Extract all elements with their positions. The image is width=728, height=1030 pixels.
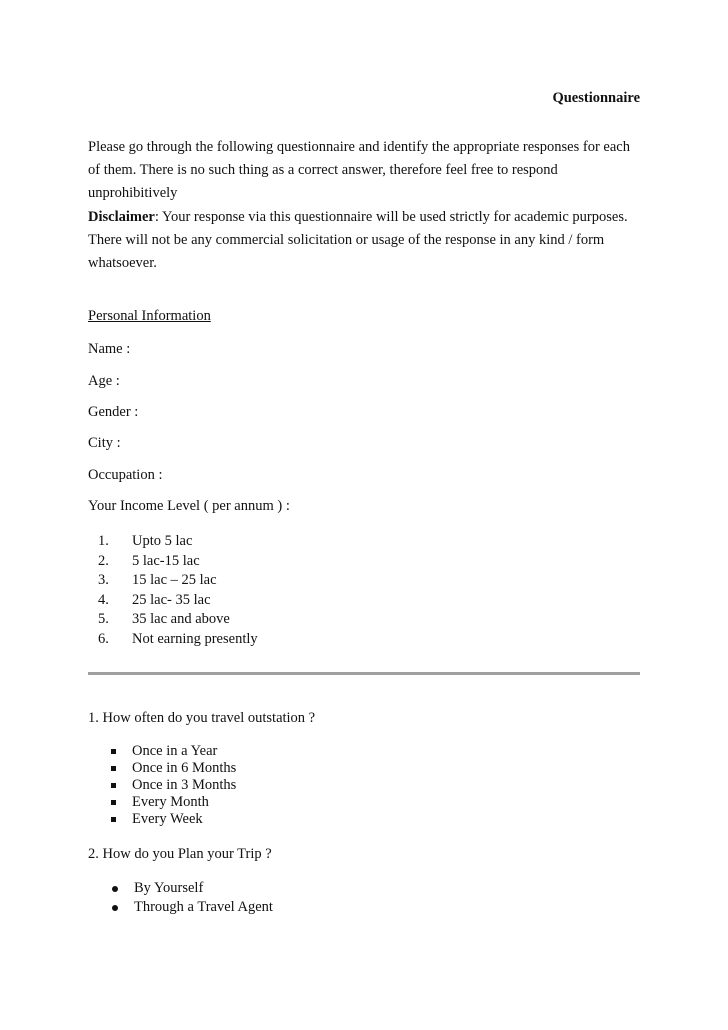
name-field-label: Name : bbox=[88, 341, 131, 357]
income-options-list bbox=[88, 532, 258, 649]
list-number: 1. bbox=[98, 533, 109, 549]
list-item-label: 5 lac-15 lac bbox=[132, 552, 200, 569]
list-item bbox=[88, 571, 258, 591]
list-item bbox=[88, 811, 236, 828]
list-item-label: Upto 5 lac bbox=[132, 533, 193, 549]
disclaimer-text: : Your response via this questionnaire will be used strictly for academic purposes. There will not be any commercial solicitation or usage of the response in any kind / form whatsoever. bbox=[88, 209, 628, 271]
disclaimer-paragraph bbox=[88, 206, 640, 275]
list-item bbox=[88, 591, 258, 611]
list-item-label: 25 lac- 35 lac bbox=[132, 591, 211, 608]
list-item bbox=[88, 743, 236, 760]
list-number: 2. bbox=[98, 552, 109, 569]
question-2: 2. How do you Plan your Trip ? bbox=[88, 846, 272, 862]
list-number: 3. bbox=[98, 572, 109, 588]
list-item-label: 15 lac – 25 lac bbox=[132, 572, 217, 588]
list-item bbox=[88, 879, 273, 898]
round-bullet-icon bbox=[112, 905, 118, 911]
income-level-field-label: Your Income Level ( per annum ) : bbox=[88, 498, 290, 514]
list-item bbox=[88, 630, 258, 650]
list-item bbox=[88, 532, 258, 552]
square-bullet-icon bbox=[111, 800, 116, 805]
square-bullet-icon bbox=[111, 817, 116, 822]
list-number: 5. bbox=[98, 611, 109, 627]
list-item-label: By Yourself bbox=[134, 880, 204, 896]
occupation-field-label: Occupation : bbox=[88, 467, 163, 483]
list-item bbox=[88, 610, 258, 630]
list-item bbox=[88, 760, 236, 777]
list-item-label: Through a Travel Agent bbox=[134, 899, 273, 915]
list-item-label: Once in 3 Months bbox=[132, 777, 237, 793]
list-item bbox=[88, 552, 258, 572]
gender-field-label: Gender : bbox=[88, 404, 139, 420]
square-bullet-icon bbox=[111, 783, 116, 788]
intro-paragraph: Please go through the following questionnaire and identify the appropriate responses for each of them. There is no such thing as a correct answer, therefore feel free to respond unprohibitively bbox=[88, 139, 630, 201]
round-bullet-icon bbox=[112, 886, 118, 892]
list-item bbox=[88, 898, 273, 917]
list-item-label: Once in 6 Months bbox=[132, 760, 237, 776]
list-item bbox=[88, 794, 236, 811]
list-item-label: Not earning presently bbox=[132, 630, 258, 647]
personal-info-heading: Personal Information bbox=[88, 308, 211, 324]
section-divider bbox=[88, 672, 640, 675]
question-1: 1. How often do you travel outstation ? bbox=[88, 710, 316, 726]
city-field-label: City : bbox=[88, 435, 121, 451]
question-2-options bbox=[88, 879, 273, 917]
square-bullet-icon bbox=[111, 749, 116, 754]
list-number: 6. bbox=[98, 630, 109, 647]
disclaimer-label: Disclaimer bbox=[88, 209, 155, 225]
age-field-label: Age : bbox=[88, 373, 120, 389]
question-1-options bbox=[88, 743, 236, 828]
square-bullet-icon bbox=[111, 766, 116, 771]
list-number: 4. bbox=[98, 591, 109, 608]
document-title: Questionnaire bbox=[552, 90, 640, 106]
list-item-label: Every Month bbox=[132, 794, 209, 810]
list-item-label: Once in a Year bbox=[132, 743, 218, 759]
list-item-label: 35 lac and above bbox=[132, 611, 230, 627]
list-item bbox=[88, 777, 236, 794]
list-item-label: Every Week bbox=[132, 811, 203, 827]
